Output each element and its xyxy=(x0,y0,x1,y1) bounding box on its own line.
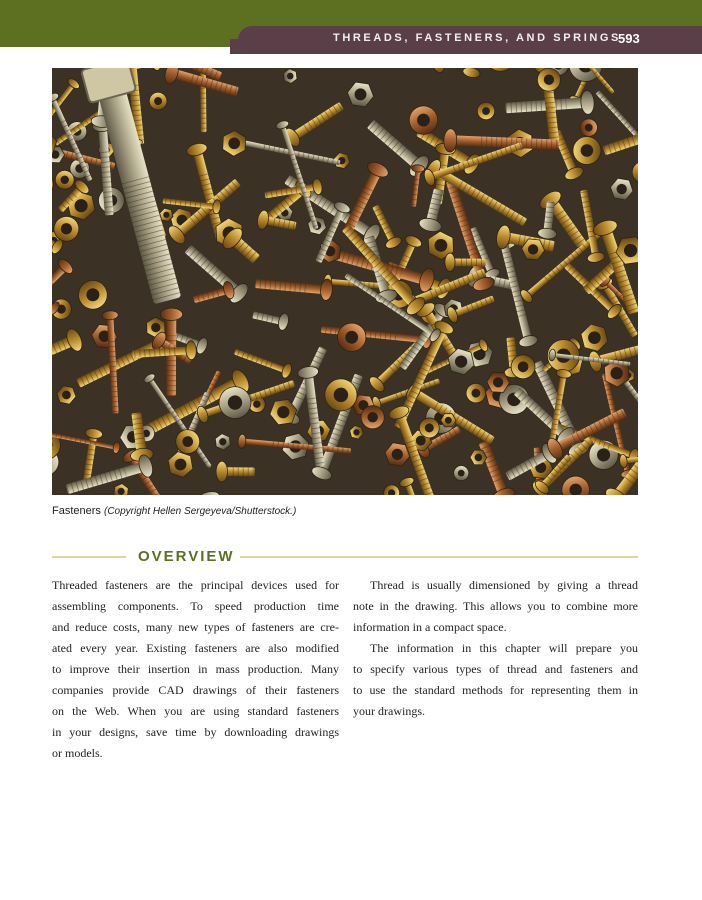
body-line: and reduce costs, many new types of fasteners are cre- xyxy=(52,620,339,634)
body-line: The information in this chapter will prepare you xyxy=(370,641,638,655)
body-line: your drawings. xyxy=(353,704,425,718)
body-line: on the Web. When you are using standard fasteners xyxy=(52,704,339,718)
running-head-title: THREADS, FASTENERS, AND SPRINGS xyxy=(333,32,621,44)
body-line: Thread is usually dimensioned by giving a thread xyxy=(370,578,638,592)
caption-credit: (Copyright Hellen Sergeyeva/Shutterstock.) xyxy=(103,506,297,517)
heading-rule-right xyxy=(240,556,638,558)
body-line: note in the drawing. This allows you to combine more xyxy=(353,599,638,613)
body-line: Threaded fasteners are the principal devices used for xyxy=(52,578,339,592)
body-line: in your designs, save time by downloading drawings xyxy=(52,725,339,739)
body-line: information in a compact space. xyxy=(353,620,507,634)
body-line: to improve their insertion in mass production. Many xyxy=(52,662,339,676)
caption-label: Fasteners xyxy=(52,505,101,517)
page-number: 593 xyxy=(618,31,640,46)
section-heading: OVERVIEW xyxy=(138,548,235,565)
body-line: ated every year. Existing fasteners are also modified xyxy=(52,641,339,655)
figure-caption xyxy=(52,505,296,517)
body-line: to specify various types of thread and fasteners and xyxy=(353,662,638,676)
heading-rule-left xyxy=(52,556,126,558)
fastener-piece xyxy=(361,405,384,428)
body-line: to use the standard methods for representing them in xyxy=(353,683,638,697)
body-line: assembling components. To speed production time xyxy=(52,599,339,613)
body-line: or models. xyxy=(52,746,103,760)
fastener-piece xyxy=(441,414,456,427)
body-line: companies provide CAD drawings of their fasteners xyxy=(52,683,339,697)
fasteners-photo xyxy=(52,68,638,495)
